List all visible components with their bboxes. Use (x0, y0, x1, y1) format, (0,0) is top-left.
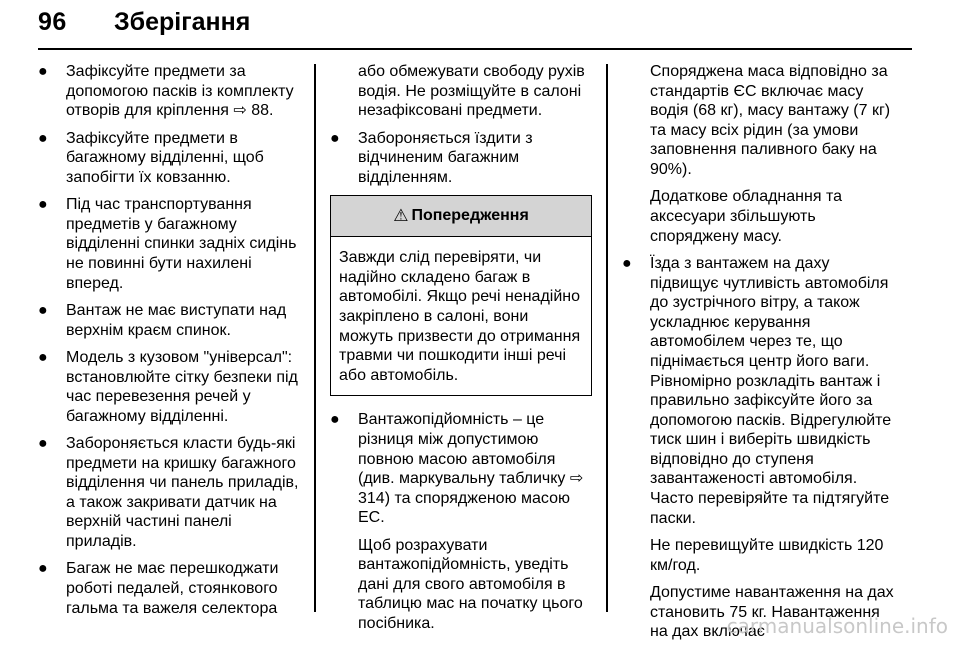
warning-box (330, 195, 592, 396)
list-item: ● Зафіксуйте предмети в багажному відділенні, щоб запобігти їх ковзанню. (38, 129, 264, 186)
warning-body: Завжди слід перевіряти, чи надійно складено багаж в автомобілі. Якщо речі ненадійно закріплено в салоні, вони можуть призвести до отримання травми чи пошкодити інші речі або автомобіль. (339, 249, 581, 384)
warning-header (331, 196, 591, 237)
list-item: ● Забороняється класти будь-які предмети на кришку багажного відділення чи панель приладів, а також закривати датчик на верхній частині панелі приладів. (38, 435, 299, 551)
list-item: ● Багаж не має перешкоджати роботі педалей, стоянкового гальма та важеля селектора (38, 560, 279, 617)
warning-title: Попередження (411, 207, 529, 225)
paragraph: Допустиме навантаження на дах становить 75 кг. Навантаження на дах включає (650, 584, 894, 641)
paragraph: Не перевищуйте швидкість 120 км/год. (650, 537, 884, 574)
page-title: Зберігання (114, 8, 251, 36)
watermark: carmanualsonline.info (726, 614, 948, 638)
list-item: ● Вантажопідйомність – це різниця між допустимою повною масою автомобіля (див. маркувальну табличку ⇨ 314) та спорядженою масою ЕС. (330, 411, 584, 527)
list-item: ● Вантаж не має виступати над верхнім краєм спинок. (38, 301, 287, 339)
list-item: ● Зафіксуйте предмети за допомогою пасків із комплекту отворів для кріплення ⇨ 88. (38, 63, 294, 120)
list-item: ● Забороняється їздити з відчиненим багажним відділенням. (330, 129, 533, 186)
column-3 (622, 62, 894, 650)
warning-triangle-icon: ⚠ (393, 206, 409, 226)
header-divider (38, 48, 912, 50)
column-2 (330, 62, 592, 641)
paragraph: Щоб розрахувати вантажопідйомність, уведіть дані для свого автомобіля в таблицю мас на початку цього посібника. (358, 536, 583, 633)
column-1 (38, 62, 304, 626)
page-number: 96 (38, 8, 67, 36)
list-item: ● Модель з кузовом "універсал": встановлюйте сітку безпеки під час перевезення речей у багажному відділенні. (38, 348, 298, 425)
continued-text: або обмежувати свободу рухів водія. Не розміщуйте в салоні незафіксовані предмети. (358, 63, 585, 120)
column-divider-1 (314, 64, 316, 612)
paragraph: Додаткове обладнання та аксесуари збільшують споряджену масу. (650, 188, 842, 245)
column-divider-2 (606, 64, 608, 612)
list-item: ● Під час транспортування предметів у багажному відділенні спинки задніх сидінь не повинні бути нахилені вперед. (38, 196, 297, 292)
list-item: ● Їзда з вантажем на даху підвищує чутливість автомобіля до зустрічного вітру, а також ускладнює керування автомобілем через те, що піднімається центр його ваги. Рівномірно розкладіть вантаж і правильно зафіксуйте його за допомогою пасків. Відрегулюйте тиск шин і виберіть швидкість відповідно до ступеня завантаженості автомобіля. Часто перевіряйте та підтягуйте паски. (622, 254, 892, 527)
page-header (38, 6, 912, 46)
paragraph: Споряджена маса відповідно за стандартів ЄС включає масу водія (68 кг), масу вантажу (7 кг) та масу всіх рідин (за умови заповнення паливного баку на 90%). (650, 63, 891, 178)
